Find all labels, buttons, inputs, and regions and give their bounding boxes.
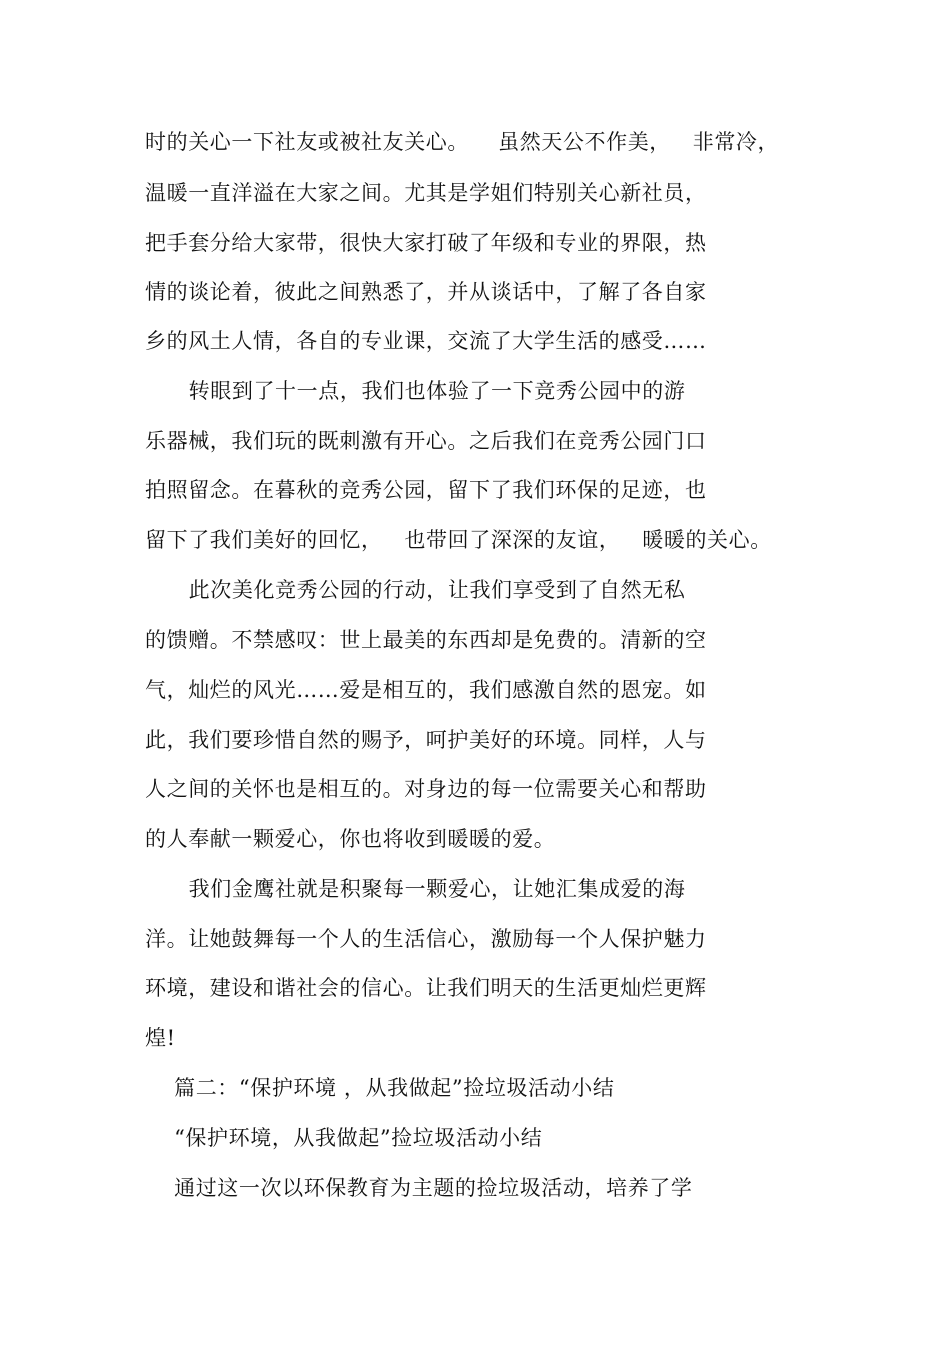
section-subheading: “保护环境，从我做起”捡垃圾活动小结 xyxy=(145,1126,543,1150)
text-line: 人之间的关怀也是相互的。对身边的每一位需要关心和帮助 xyxy=(145,777,707,801)
text-line: 此次美化竞秀公园的行动，让我们享受到了自然无私 xyxy=(145,578,686,602)
text-line: 环境，建设和谐社会的信心。让我们明天的生活更灿烂更辉 xyxy=(145,976,707,1000)
text-line: 洋。让她鼓舞每一个人的生活信心，激励每一个人保护魅力 xyxy=(145,927,707,951)
text-line: 拍照留念。在暮秋的竞秀公园，留下了我们环保的足迹，也 xyxy=(145,478,707,502)
text-line: 的人奉献一颗爱心，你也将收到暖暖的爱。 xyxy=(145,827,556,851)
section-heading: 篇二：“保护环境 ，从我做起”捡垃圾活动小结 xyxy=(145,1076,615,1100)
text-line: 温暖一直洋溢在大家之间。尤其是学姐们特别关心新社员， xyxy=(145,181,707,205)
text-line: 的馈赠。不禁感叹：世上最美的东西却是免费的。清新的空 xyxy=(145,628,707,652)
text-line: 乐器械，我们玩的既刺激有开心。之后我们在竞秀公园门口 xyxy=(145,429,707,453)
text-line: 把手套分给大家带，很快大家打破了年级和专业的界限，热 xyxy=(145,231,707,255)
text-line: 气，灿烂的风光……爱是相互的，我们感激自然的恩宠。如 xyxy=(145,678,707,702)
text-line: 乡的风土人情，各自的专业课，交流了大学生活的感受…… xyxy=(145,329,707,353)
text-line: 此，我们要珍惜自然的赐予，呵护美好的环境。同样，人与 xyxy=(145,728,707,752)
text-line: 煌! xyxy=(145,1026,176,1050)
text-line: 留下了我们美好的回忆， 也带回了深深的友谊， 暖暖的关心。 xyxy=(145,528,772,552)
text-line: 时的关心一下社友或被社友关心。 虽然天公不作美， 非常冷， xyxy=(145,130,780,154)
text-line: 转眼到了十一点，我们也体验了一下竞秀公园中的游 xyxy=(145,379,686,403)
text-line: 情的谈论着，彼此之间熟悉了，并从谈话中，了解了各自家 xyxy=(145,280,707,304)
text-line: 我们金鹰社就是积聚每一颗爱心，让她汇集成爱的海 xyxy=(145,877,686,901)
text-line: 通过这一次以环保教育为主题的捡垃圾活动，培养了学 xyxy=(145,1176,693,1200)
